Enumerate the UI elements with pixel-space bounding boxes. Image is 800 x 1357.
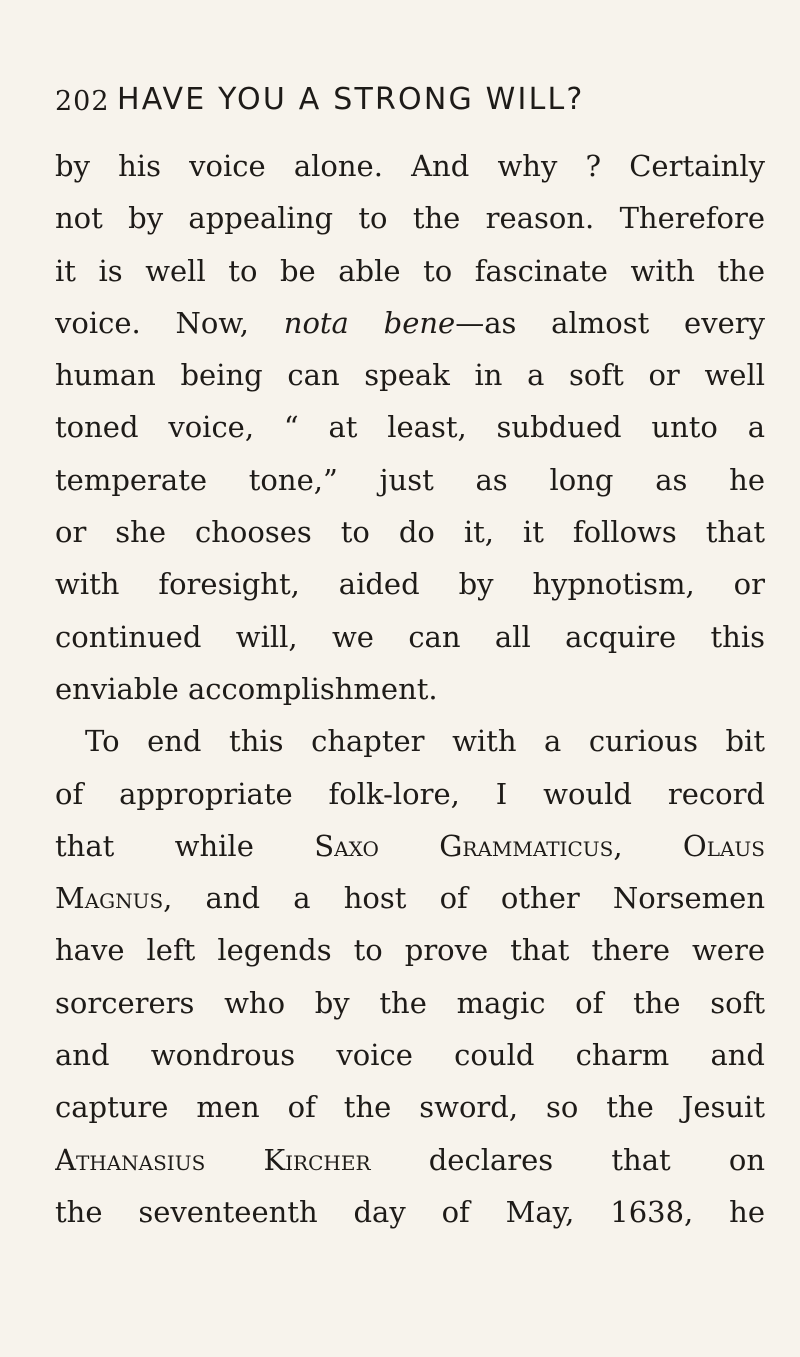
italic-phrase: nota bene [283, 305, 456, 340]
text-line: temperate tone,” just as long as he [55, 462, 765, 497]
text-run: declares that on [370, 1142, 765, 1177]
text-line: To end this chapter with a curious bit [85, 724, 765, 759]
text-run: , and a host of other Norsemen [163, 881, 765, 916]
text-line: enviable accomplishment. [55, 671, 438, 706]
text-line [55, 1134, 765, 1186]
paragraph-1 [55, 140, 765, 715]
text-run: —as almost every [455, 305, 765, 340]
text-line: the seventeenth day of May, 1638, he [55, 1194, 765, 1229]
text-line: sorcerers who by the magic of the soft [55, 985, 765, 1020]
text-line: not by appealing to the reason. Therefore [55, 201, 765, 236]
text-line: of appropriate folk-lore, I would record [55, 776, 765, 811]
text-line: capture men of the sword, so the Jesuit [55, 1090, 765, 1125]
text-line: by his voice alone. And why ? Certainly [55, 149, 765, 183]
text-line: or she chooses to do it, it follows that [55, 515, 765, 550]
small-caps-name: Athanasius Kircher [55, 1142, 371, 1177]
running-head: HAVE YOU A STRONG WILL? [117, 82, 585, 117]
small-caps-names: Saxo Grammaticus, Olaus [314, 828, 765, 863]
text-line: with foresight, aided by hypnotism, or [55, 567, 765, 602]
text-run: that while [55, 828, 315, 863]
text-line [55, 297, 765, 349]
body-text [55, 140, 765, 1238]
small-caps-name: Magnus [55, 881, 164, 916]
text-line [55, 872, 765, 924]
page-header [55, 72, 755, 122]
page-number: 202 [55, 86, 110, 117]
paragraph-2 [55, 715, 765, 1238]
text-line: human being can speak in a soft or well [55, 358, 765, 393]
text-line: toned voice, “ at least, subdued unto a [55, 410, 765, 445]
text-line: have left legends to prove that there were [55, 933, 765, 968]
text-line: continued will, we can all acquire this [55, 619, 765, 654]
text-run: voice. Now, [55, 305, 284, 340]
text-line: and wondrous voice could charm and [55, 1038, 765, 1073]
text-line [55, 820, 765, 872]
text-line: it is well to be able to fascinate with the [55, 253, 765, 288]
